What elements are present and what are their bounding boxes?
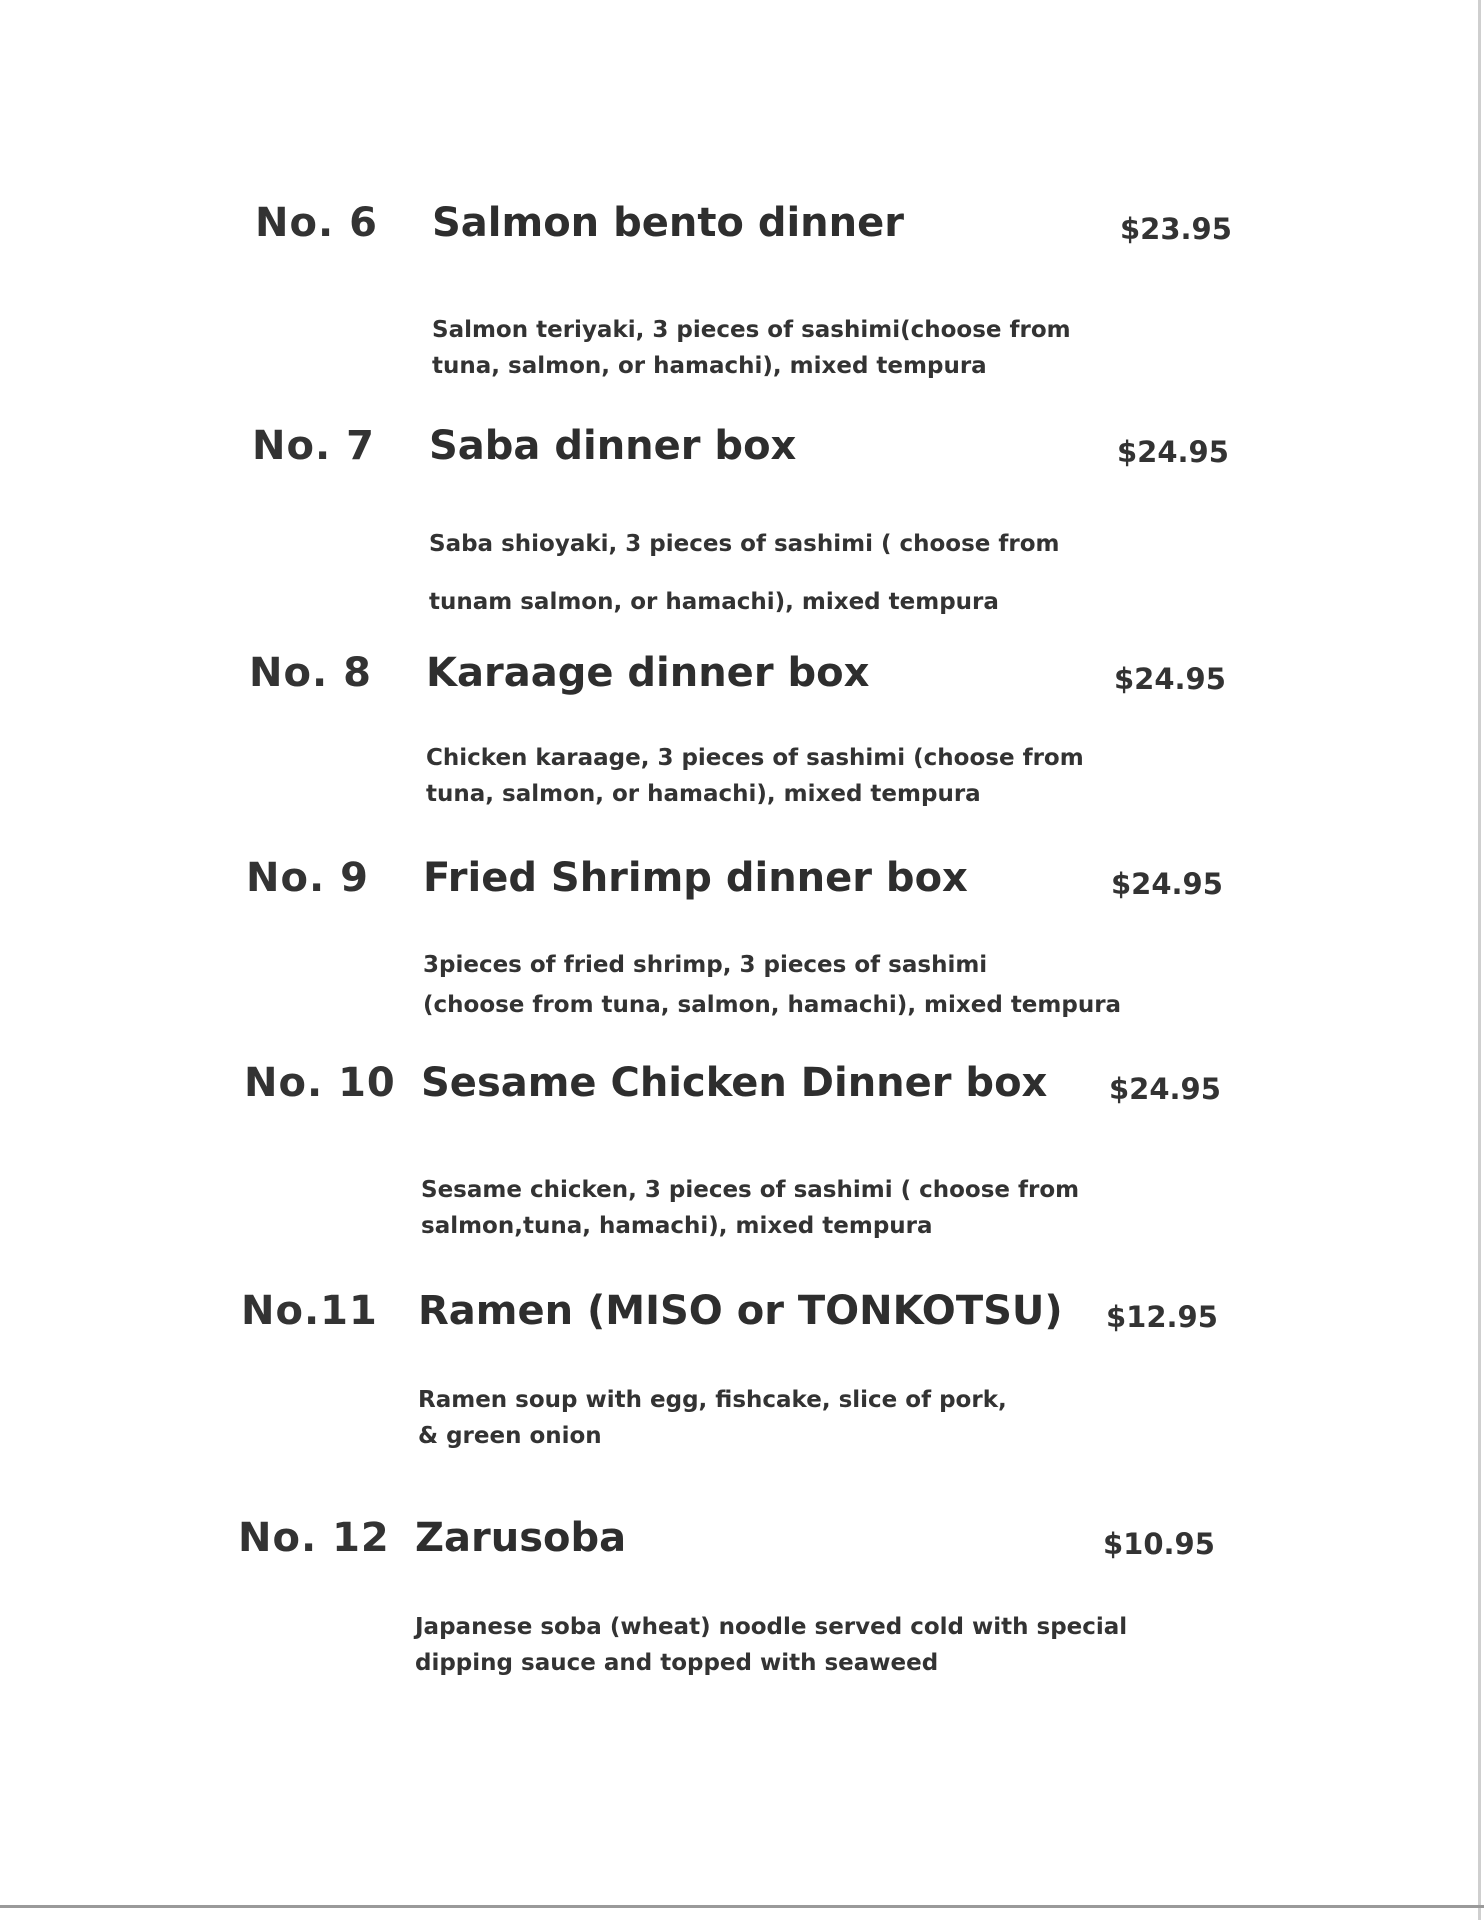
item-number: No. 6 bbox=[255, 200, 378, 246]
description-line: 3pieces of fried shrimp, 3 pieces of sashimi bbox=[423, 952, 988, 978]
item-description bbox=[432, 312, 1152, 384]
description-line: (choose from tuna, salmon, hamachi), mixed tempura bbox=[423, 992, 1122, 1018]
description-line: dipping sauce and topped with seaweed bbox=[415, 1650, 939, 1676]
scan-edge-bottom bbox=[0, 1905, 1484, 1908]
item-description bbox=[429, 515, 1149, 631]
item-description bbox=[426, 740, 1146, 812]
scan-edge-right bbox=[1478, 0, 1481, 1920]
item-price: $24.95 bbox=[1109, 1072, 1221, 1106]
item-price: $23.95 bbox=[1120, 212, 1232, 246]
description-line: Saba shioyaki, 3 pieces of sashimi ( choose from bbox=[429, 531, 1060, 557]
item-number: No. 12 bbox=[238, 1515, 390, 1561]
item-number: No.11 bbox=[241, 1288, 378, 1334]
item-description bbox=[418, 1382, 1138, 1454]
item-description bbox=[421, 1172, 1141, 1244]
item-number: No. 10 bbox=[244, 1060, 396, 1106]
description-line: Sesame chicken, 3 pieces of sashimi ( choose from bbox=[421, 1177, 1080, 1203]
item-name: Sesame Chicken Dinner box bbox=[421, 1060, 1048, 1106]
item-number: No. 8 bbox=[249, 650, 372, 696]
item-name: Saba dinner box bbox=[429, 423, 797, 469]
item-price: $24.95 bbox=[1111, 867, 1223, 901]
item-name: Fried Shrimp dinner box bbox=[423, 855, 968, 901]
description-line: & green onion bbox=[418, 1423, 602, 1449]
description-line: Chicken karaage, 3 pieces of sashimi (choose from bbox=[426, 745, 1084, 771]
description-line: tuna, salmon, or hamachi), mixed tempura bbox=[426, 781, 981, 807]
description-line: salmon,tuna, hamachi), mixed tempura bbox=[421, 1213, 933, 1239]
item-name: Salmon bento dinner bbox=[432, 200, 904, 246]
item-name: Ramen (MISO or TONKOTSU) bbox=[418, 1288, 1063, 1334]
item-price: $24.95 bbox=[1114, 662, 1226, 696]
item-price: $12.95 bbox=[1106, 1300, 1218, 1334]
item-description bbox=[423, 945, 1143, 1025]
item-price: $24.95 bbox=[1117, 435, 1229, 469]
item-number: No. 7 bbox=[252, 423, 375, 469]
item-number: No. 9 bbox=[246, 855, 369, 901]
description-line: Salmon teriyaki, 3 pieces of sashimi(choose from bbox=[432, 317, 1071, 343]
item-name: Zarusoba bbox=[415, 1515, 627, 1561]
description-line: Ramen soup with egg, fishcake, slice of pork, bbox=[418, 1387, 1007, 1413]
description-line: tuna, salmon, or hamachi), mixed tempura bbox=[432, 353, 987, 379]
description-line: tunam salmon, or hamachi), mixed tempura bbox=[429, 589, 999, 615]
item-description bbox=[415, 1609, 1135, 1681]
description-line: Japanese soba (wheat) noodle served cold with special bbox=[415, 1614, 1128, 1640]
item-price: $10.95 bbox=[1103, 1527, 1215, 1561]
item-name: Karaage dinner box bbox=[426, 650, 870, 696]
